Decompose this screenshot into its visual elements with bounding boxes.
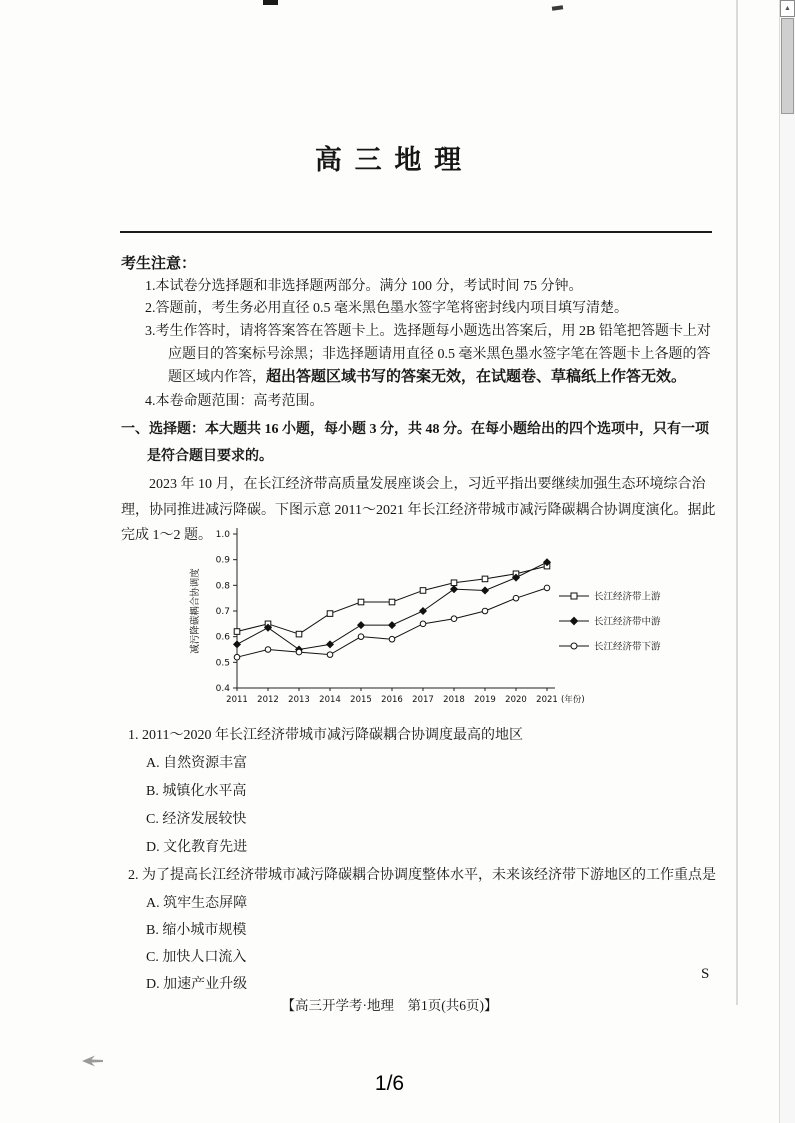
page-footer: 【高三开学考·地理 第1页(共6页)】 (281, 998, 498, 1013)
svg-text:0.8: 0.8 (215, 581, 230, 592)
notice-item-3-warning: 超出答题区域书写的答案无效，在试题卷、草稿纸上作答无效。 (266, 369, 687, 385)
svg-text:2011: 2011 (226, 695, 248, 705)
question-1-option-b: B. 城镇化水平高 (146, 784, 247, 799)
svg-text:2021: 2021 (536, 695, 558, 705)
scan-artifact (263, 0, 278, 5)
question-1-option-d: D. 文化教育先进 (146, 840, 248, 855)
side-mark: S (701, 966, 710, 982)
page-title: 高 三 地 理 (314, 145, 465, 175)
notice-item-1: 1.本试卷分选择题和非选择题两部分。满分 100 分，考试时间 75 分钟。 (145, 279, 583, 294)
svg-text:2016: 2016 (381, 695, 403, 705)
scroll-up-button[interactable] (780, 0, 795, 17)
svg-text:0.6: 0.6 (215, 632, 230, 643)
svg-text:1.0: 1.0 (215, 530, 230, 540)
notice-heading: 考生注意： (121, 256, 197, 272)
question-2-option-c: C. 加快人口流入 (146, 950, 247, 965)
svg-text:0.7: 0.7 (215, 607, 230, 617)
svg-text:0.9: 0.9 (215, 555, 230, 566)
cursor-artifact (80, 1054, 106, 1068)
svg-text:0.5: 0.5 (215, 658, 230, 669)
section-heading: 一、选择题：本大题共 16 小题，每小题 3 分，共 48 分。在每小题给出的四个选项中，只有一项是符合题目要求的。 (121, 422, 709, 464)
svg-text:长江经济带中游: 长江经济带中游 (594, 616, 661, 628)
svg-text:2014: 2014 (319, 695, 341, 705)
svg-text:2019: 2019 (474, 695, 496, 705)
notice-item-4: 4.本卷命题范围：高考范围。 (145, 394, 324, 409)
chevron-up-icon: ▲ (784, 4, 791, 12)
notice-item-3 (120, 321, 716, 390)
question-2-option-a: A. 筑牢生态屏障 (146, 896, 248, 911)
notice-item-3-text: 3.考生作答时，请将答案答在答题卡上。选择题每小题选出答案后，用 2B 铅笔把答题卡上对应题目的答案标号涂黑；非选择题请用直径 0.5 毫米黑色墨水签字笔在答题卡上各题的答题区域内作答， (145, 324, 711, 385)
question-2-stem: 2. 为了提高长江经济带城市减污降碳耦合协调度整体水平，未来该经济带下游地区的工作重点是 (128, 868, 716, 883)
question-1-option-a: A. 自然资源丰富 (146, 756, 248, 771)
coordination-degree-chart (185, 520, 675, 722)
header-divider (120, 231, 712, 233)
question-intro: 2023 年 10 月，在长江经济带高质量发展座谈会上，习近平指出要继续加强生态环境综合治理，协同推进减污降碳。下图示意 2011～2021 年长江经济带城市减污降碳耦合协调度演化。据此完成 1～2 题。 (121, 477, 716, 543)
question-2-option-d: D. 加速产业升级 (146, 977, 248, 992)
scrollbar-thumb[interactable] (781, 18, 794, 114)
svg-text:长江经济带下游: 长江经济带下游 (594, 641, 661, 653)
notice-item-2: 2.答题前，考生务必用直径 0.5 毫米黑色墨水签字笔将密封线内项目填写清楚。 (145, 301, 628, 316)
svg-text:2017: 2017 (412, 695, 434, 705)
svg-text:2015: 2015 (350, 695, 372, 705)
svg-text:2018: 2018 (443, 695, 465, 705)
svg-text:2013: 2013 (288, 695, 310, 705)
question-2-option-b: B. 缩小城市规模 (146, 923, 247, 938)
scrollbar[interactable] (779, 0, 795, 1123)
page-indicator: 1/6 (374, 1072, 405, 1095)
chart-canvas (185, 520, 675, 722)
question-1-stem: 1. 2011～2020 年长江经济带城市减污降碳耦合协调度最高的地区 (128, 728, 523, 743)
svg-text:减污降碳耦合协调度: 减污降碳耦合协调度 (190, 568, 201, 654)
svg-text:2020: 2020 (505, 695, 527, 705)
svg-text:0.4: 0.4 (215, 684, 230, 694)
svg-text:(年份): (年份) (561, 695, 585, 705)
svg-text:2012: 2012 (257, 695, 279, 705)
scan-artifact (552, 5, 563, 10)
question-1-option-c: C. 经济发展较快 (146, 812, 247, 827)
svg-text:长江经济带上游: 长江经济带上游 (594, 591, 661, 603)
